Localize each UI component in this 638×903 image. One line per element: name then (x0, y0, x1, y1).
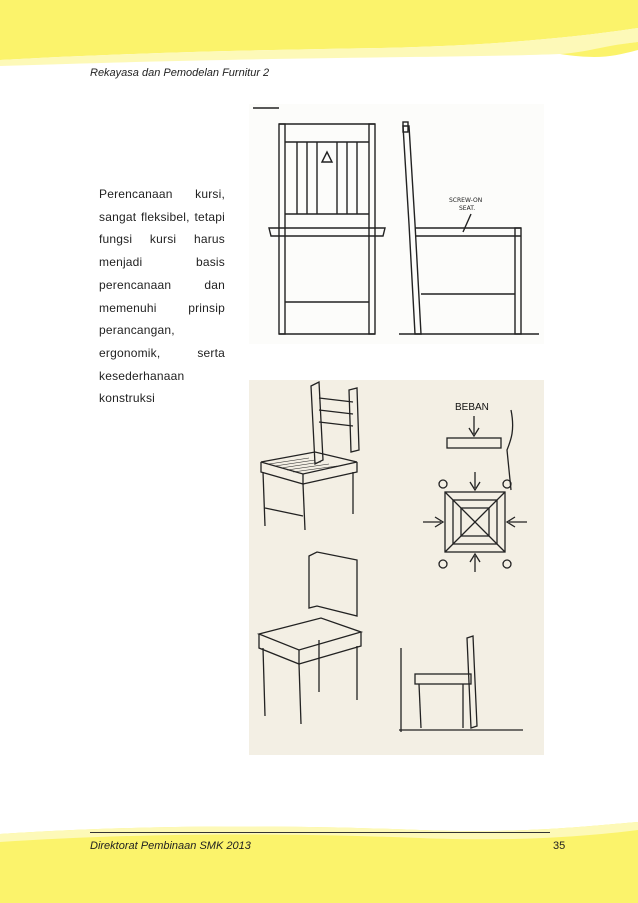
footer-decorative-band (0, 822, 638, 903)
footer-text: Direktorat Pembinaan SMK 2013 (90, 840, 251, 852)
running-header-title: Rekayasa dan Pemodelan Furnitur 2 (90, 67, 270, 79)
footer-rule (90, 832, 550, 833)
chair-perspective-and-load-drawing (249, 380, 544, 755)
seat-annotation: SEAT. (459, 205, 476, 212)
page-number: 35 (553, 840, 566, 852)
screw-on-annotation: SCREW-ON (449, 197, 483, 204)
body-paragraph: Perencanaan kursi, sangat fleksibel, tetapi fungsi kursi harus menjadi basis perencanaan dan memenuhi prinsip perancangan, ergonomik, serta kesederhanaan konstruksi (99, 187, 225, 406)
load-label: BEBAN (455, 402, 489, 413)
chair-orthographic-drawing (249, 104, 544, 344)
